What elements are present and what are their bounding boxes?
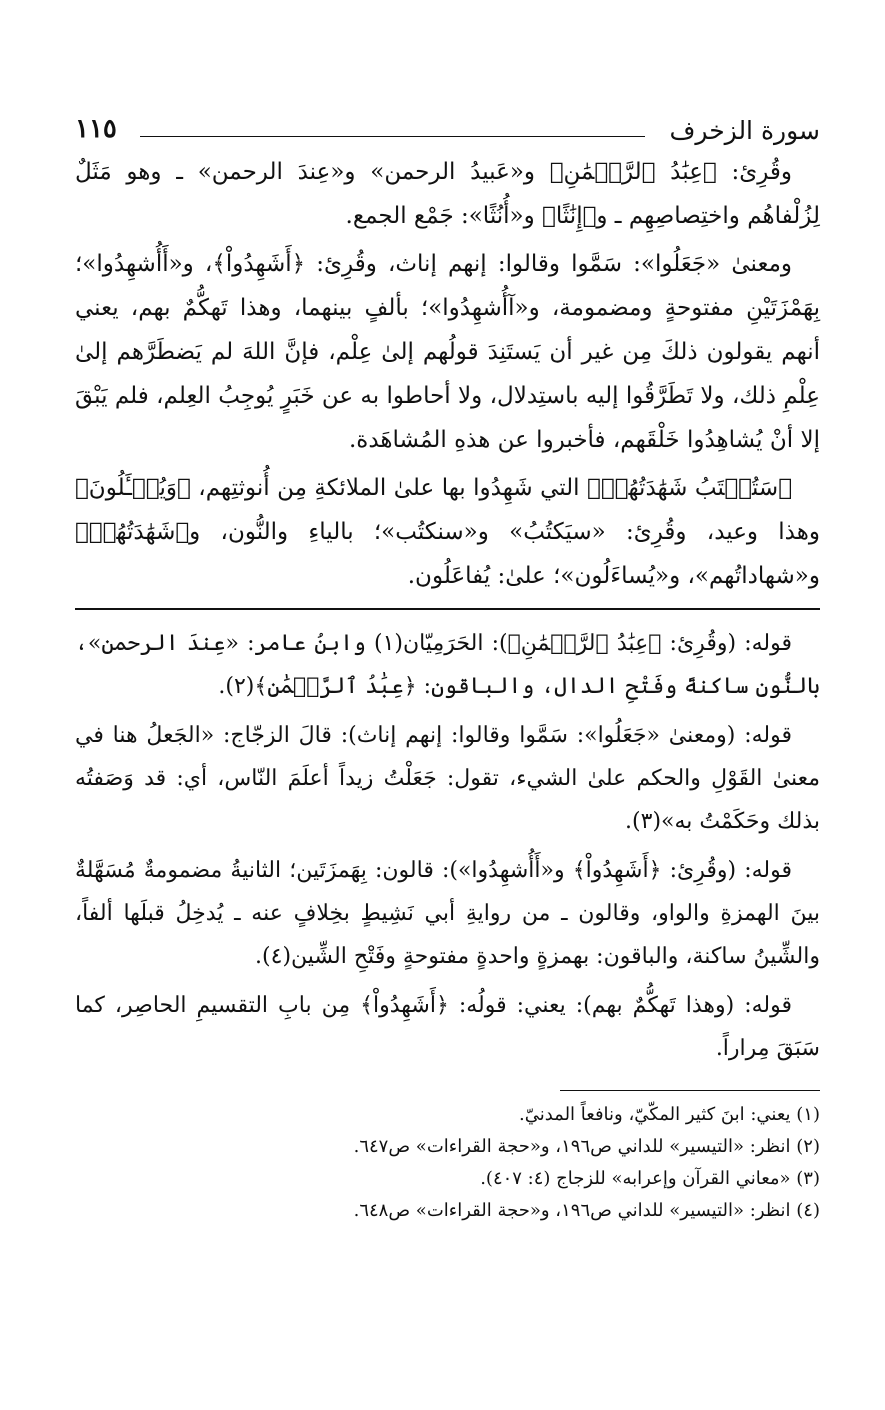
footnote: (٤) انظر: «التيسير» للداني ص١٩٦، و«حجة القراءات» ص٦٤٨. (353, 1200, 820, 1221)
main-paragraph: ﴿سَتُكۡتَبُ شَهَٰدَتُهُمۡ﴾ التي شَهِدُوا بها علىٰ الملائكةِ مِن أُنوثتِهم، ﴿وَيُسۡـَٔلُونَ﴾ وهذا وعيد، وقُرِئ: «سيَكتُبُ» و«سنكتُب»؛ بالياءِ والنُّون، و﴿شَهَٰدَتُهُمۡ﴾ و«شهاداتُهم»، و«يُساءَلُون»؛ علىٰ: يُفاعَلُون. (75, 475, 820, 589)
page-header (75, 110, 820, 150)
main-text (75, 150, 820, 598)
commentary (75, 622, 820, 1070)
header-rule (140, 136, 645, 137)
footnotes (75, 1099, 820, 1227)
footnote: (٢) انظر: «التيسير» للداني ص١٩٦، و«حجة القراءات» ص٦٤٧. (353, 1136, 820, 1157)
footnote: (٣) «معاني القرآن وإعرابه» للزجاج (٤: ٤٠٧). (480, 1168, 820, 1189)
commentary-paragraph: قوله: (وهذا تَهكُّمٌ بهم): يعني: قولُه: ﴿أَشَهِدُواْ﴾ مِن بابِ التقسيمِ الحاصِر، كما سَبَقَ مِراراً. (75, 993, 820, 1061)
footnote-separator (560, 1090, 820, 1091)
commentary-paragraph: قوله: (ومعنىٰ «جَعَلُوا»: سَمَّوا وقالوا: إنهم إناث): قالَ الزجّاج: «الجَعلُ هنا في معنىٰ القَوْلِ والحكم علىٰ الشيء، تقول: جَعَلْتُ زيداً أعلَمَ النّاس، أي: قد وَصَفتُه بذلك وحَكَمْتُ به»(٣). (75, 723, 820, 834)
footnote: (١) يعني: ابنَ كثير المكّيّ، ونافعاً المدنيّ. (518, 1104, 820, 1125)
page-number: ١١٥ (75, 114, 117, 144)
surah-title: سورة الزخرف (669, 116, 820, 145)
commentary-paragraph: قوله: (وقُرِئ: ﴿أَشَهِدُواْ﴾ و«أَأُشهِدُوا»): قالون: بِهَمزَتَين؛ الثانيةُ مضمومةٌ مُسَهَّلةٌ بينَ الهمزةِ والواو، وقالون ـ من روايةِ أبي نَشِيطٍ بخِلافٍ عنه ـ يُدخِلُ قبلَها ألفاً، والشِّينُ ساكنة، والباقون: بهمزةٍ واحدةٍ مفتوحةٍ وفَتْحِ الشِّين(٤). (75, 858, 820, 969)
book-page (75, 110, 820, 1227)
main-paragraph: وقُرِئ: ﴿عِبَٰدُ ٱلرَّحۡمَٰنِ﴾ و«عَبيدُ الرحمن» و«عِندَ الرحمن» ـ وهو مَثَلٌ لِزُلْفاهُم واختِصاصِهِم ـ و﴿إِنَٰثًا﴾ و«أُنُثًا»: جَمْع الجمع. (75, 159, 820, 229)
commentary-separator (75, 608, 820, 610)
commentary-paragraph: قوله: (وقُرِئ: ﴿عِبَٰدُ ٱلرَّحۡمَٰنِ﴾): الحَرَمِيّان(١) وابنُ عامر: «عِندَ الرحمن»، بالنُّونِ ساكنةً وفَتْحِ الدال، والباقون: ﴿عِبَٰدُ ٱلرَّحۡمَٰنِ﴾(٢). (75, 631, 820, 699)
main-paragraph: ومعنىٰ «جَعَلُوا»: سَمَّوا وقالوا: إنهم إناث، وقُرِئ: ﴿أَشَهِدُواْ﴾، و«أَأُشهِدُوا»؛ بِهَمْزَتَيْنِ مفتوحةٍ ومضمومة، و«آأُشهِدُوا»؛ بألفٍ بينهما، وهذا تَهكُّمٌ بهم، يعني أنهم يقولون ذلكَ مِن غير أن يَستَنِدَ قولُهم إلىٰ عِلْم، فإنَّ اللهَ لم يَضطَرَّهم إلىٰ عِلْمِ ذلك، ولا تَطَرَّقُوا إليه باستِدلال، ولا أحاطوا به عن خَبَرٍ يُوجِبُ العِلم، فلم يَبْقَ إلا أنْ يُشاهِدُوا خَلْقَهم، فأخبروا عن هذهِ المُشاهَدة. (75, 251, 820, 453)
